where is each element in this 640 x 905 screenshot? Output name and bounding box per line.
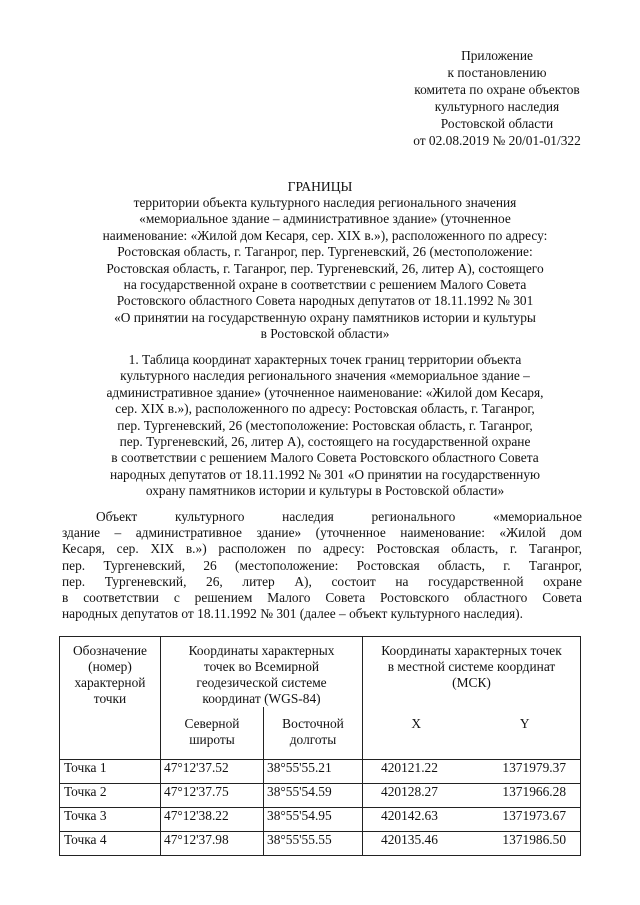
paragraph-line: Кесаря, сер. XIX в.») расположен по адресу: Ростовская область, г. Таганрог, bbox=[62, 541, 582, 557]
table-row bbox=[60, 808, 581, 832]
coordinates-table bbox=[59, 636, 581, 856]
appendix-line: Ростовской области bbox=[440, 116, 554, 131]
section-line: административное здание» (уточненное наименование: «Жилой дом Кесаря, bbox=[106, 384, 544, 400]
subtitle-line: «мемориальное здание – административное здание» (уточненное bbox=[139, 211, 511, 227]
y-value: 1371979.37 bbox=[470, 760, 581, 784]
section-line: 1. Таблица координат характерных точек границ территории объекта bbox=[128, 352, 522, 367]
latitude-value: 47°12'38.22 bbox=[161, 808, 264, 832]
document-title: ГРАНИЦЫ bbox=[287, 179, 353, 194]
table-row bbox=[60, 832, 581, 856]
subheader-latitude: Северной широты bbox=[161, 707, 264, 760]
paragraph-line: пер. Тургеневский, 26, литер А), состоит на государственной охране bbox=[62, 573, 582, 589]
longitude-value: 38°55'55.55 bbox=[264, 832, 363, 856]
subtitle-line: Ростовского областного Совета народных депутатов от 18.11.1992 № 301 bbox=[116, 293, 534, 309]
subtitle-line: «О принятии на государственную охрану памятников истории и культуры bbox=[114, 309, 536, 325]
section-heading bbox=[90, 352, 560, 500]
appendix-line: Приложение bbox=[461, 48, 533, 63]
paragraph-line: народных депутатов от 18.11.1992 № 301 (далее – объект культурного наследия). bbox=[62, 606, 523, 622]
longitude-value: 38°55'54.95 bbox=[264, 808, 363, 832]
header-designation-spacer bbox=[60, 707, 161, 760]
x-value: 420135.46 bbox=[363, 832, 470, 856]
section-line: народных депутатов от 18.11.1992 № 301 «О принятии на государственную bbox=[109, 466, 541, 482]
x-value: 420142.63 bbox=[363, 808, 470, 832]
section-line: охрану памятников истории и культуры в Ростовской области» bbox=[145, 483, 505, 499]
appendix-line: от 02.08.2019 № 20/01-01/322 bbox=[413, 133, 581, 148]
point-label: Точка 2 bbox=[60, 784, 161, 808]
longitude-value: 38°55'54.59 bbox=[264, 784, 363, 808]
paragraph-line: в соответствии с решением Малого Совета Ростовского областного Совета bbox=[62, 589, 582, 605]
section-line: пер. Тургеневский, 26 (местоположение: Ростовская область, г. Таганрог, bbox=[117, 417, 533, 433]
subheader-y: Y bbox=[470, 707, 581, 760]
header-wgs84: Координаты характерных точек во Всемирной геодезической системе координат (WGS-84) bbox=[161, 637, 363, 708]
table-row bbox=[60, 784, 581, 808]
point-label: Точка 3 bbox=[60, 808, 161, 832]
body-paragraph bbox=[62, 509, 582, 622]
header-msk: Координаты характерных точек в местной системе координат (МСК) bbox=[363, 637, 581, 708]
appendix-line: комитета по охране объектов bbox=[414, 82, 580, 97]
section-line: сер. XIX в.»), расположенного по адресу: Ростовская область, г. Таганрог, bbox=[115, 401, 535, 417]
subtitle-line: Ростовская область, г. Таганрог, пер. Тургеневский, 26 (местоположение: bbox=[117, 244, 533, 260]
y-value: 1371973.67 bbox=[470, 808, 581, 832]
document-subtitle bbox=[90, 195, 560, 343]
subtitle-line: на государственной охране в соответствии с решением Малого Совета bbox=[123, 277, 527, 293]
subheader-longitude: Восточной долготы bbox=[264, 707, 363, 760]
header-designation: Обозначение (номер) характерной точки bbox=[60, 637, 161, 708]
latitude-value: 47°12'37.98 bbox=[161, 832, 264, 856]
appendix-line: к постановлению bbox=[447, 65, 547, 80]
x-value: 420128.27 bbox=[363, 784, 470, 808]
subtitle-line: Ростовская область, г. Таганрог, пер. Тургеневский, 26, литер А), состоящего bbox=[106, 260, 544, 276]
point-label: Точка 4 bbox=[60, 832, 161, 856]
section-line: культурного наследия регионального значения «мемориальное здание – bbox=[120, 368, 530, 384]
paragraph-line: Объект культурного наследия регионального «мемориальное bbox=[96, 509, 582, 524]
paragraph-line: пер. Тургеневский, 26 (местоположение: Ростовская область, г. Таганрог, bbox=[62, 557, 582, 573]
subtitle-line: в Ростовской области» bbox=[260, 326, 390, 342]
subheader-x: X bbox=[363, 707, 470, 760]
x-value: 420121.22 bbox=[363, 760, 470, 784]
section-line: пер. Тургеневский, 26, литер А), состоящего на государственной охране bbox=[119, 434, 531, 450]
paragraph-line: здание – административное здание» (уточненное наименование: «Жилой дом bbox=[62, 525, 582, 541]
subtitle-line: наименование: «Жилой дом Кесаря, сер. XIX в.»), расположенного по адресу: bbox=[102, 227, 548, 243]
appendix-line: культурного наследия bbox=[434, 99, 560, 114]
point-label: Точка 1 bbox=[60, 760, 161, 784]
latitude-value: 47°12'37.75 bbox=[161, 784, 264, 808]
appendix-block bbox=[392, 47, 602, 149]
subtitle-line: территории объекта культурного наследия регионального значения bbox=[133, 195, 517, 210]
latitude-value: 47°12'37.52 bbox=[161, 760, 264, 784]
section-line: в соответствии с решением Малого Совета Ростовского областного Совета bbox=[111, 450, 539, 466]
table-row bbox=[60, 760, 581, 784]
longitude-value: 38°55'55.21 bbox=[264, 760, 363, 784]
y-value: 1371986.50 bbox=[470, 832, 581, 856]
y-value: 1371966.28 bbox=[470, 784, 581, 808]
